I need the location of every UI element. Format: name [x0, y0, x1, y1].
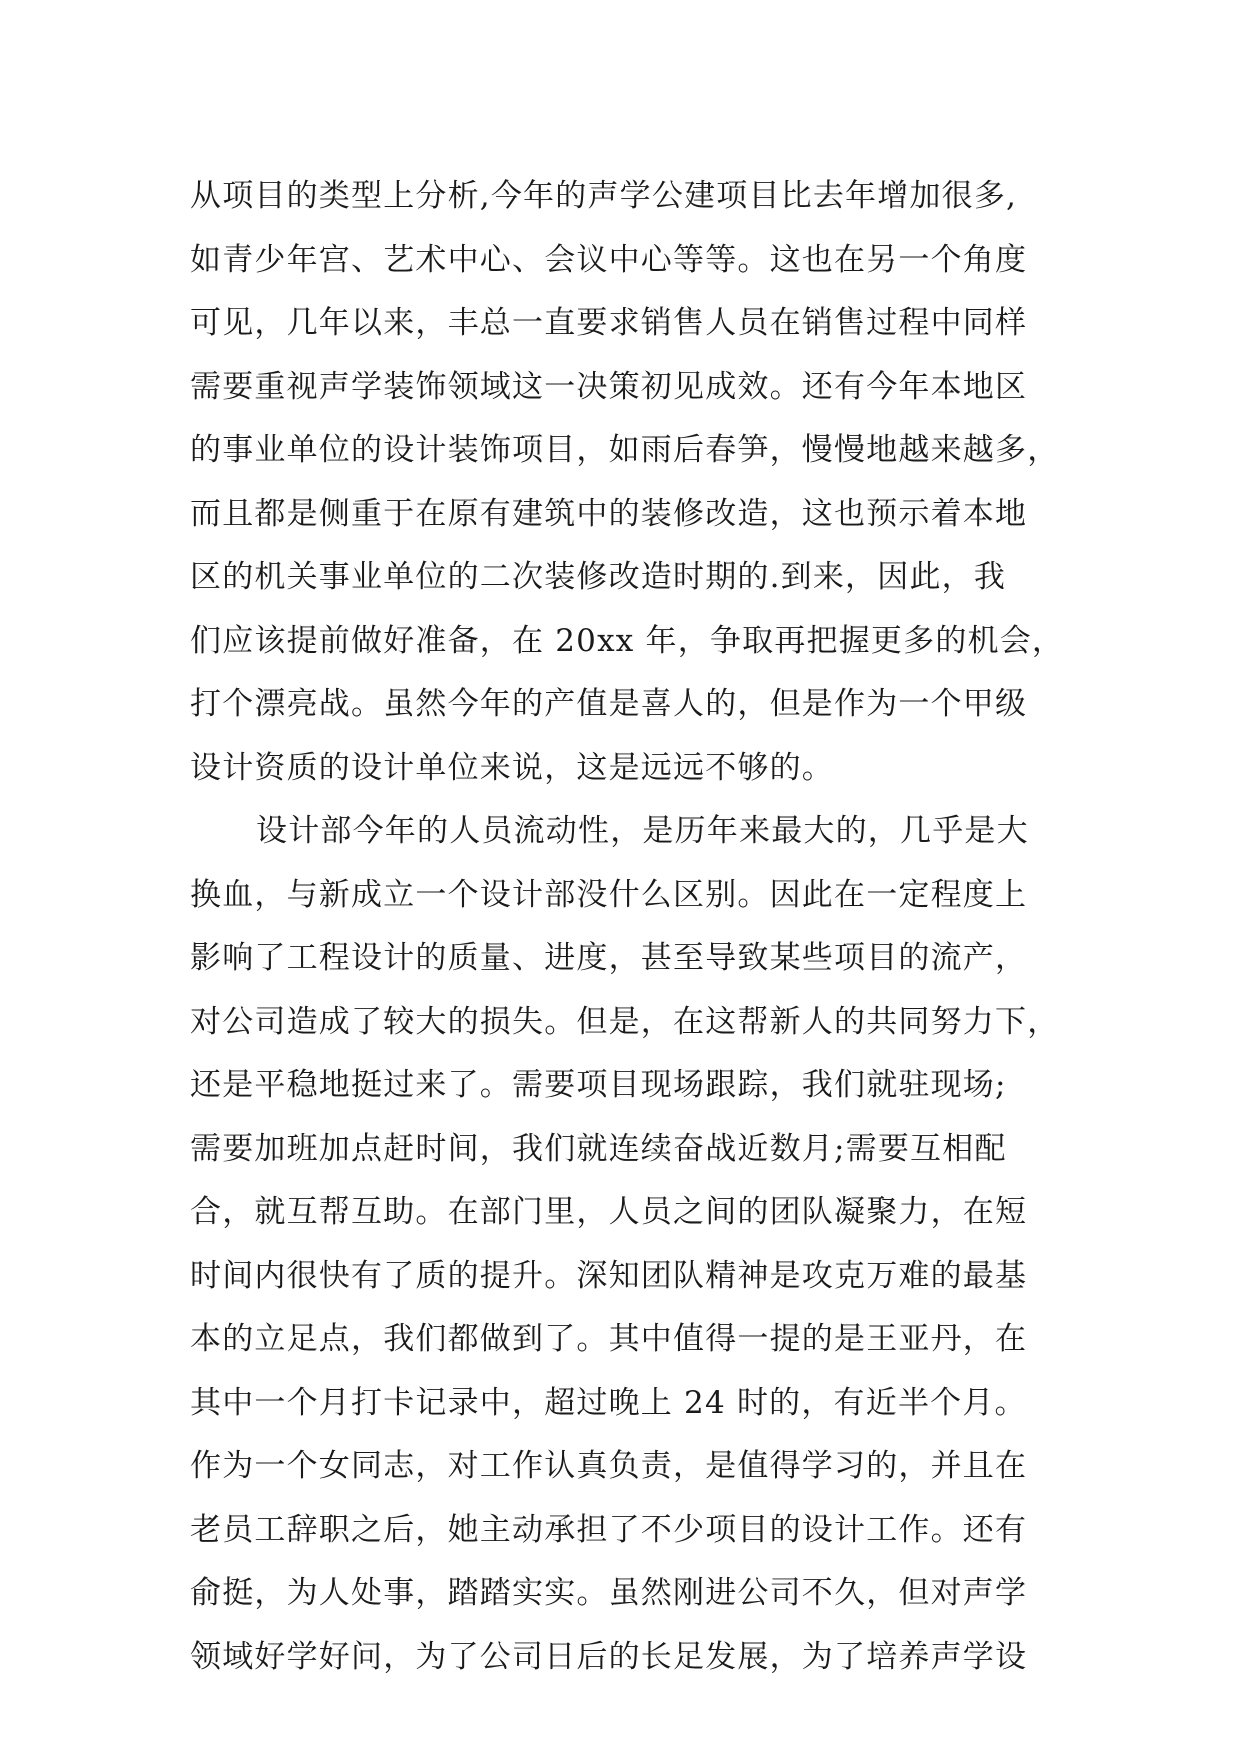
- text-line: 其中一个月打卡记录中，超过晚上 24 时的，有近半个月。: [190, 1384, 1027, 1421]
- text-line: 时间内很快有了质的提升。深知团队精神是攻克万难的最基: [190, 1257, 1028, 1294]
- text-line: 设计资质的设计单位来说，这是远远不够的。: [190, 749, 834, 786]
- text-line: 需要加班加点赶时间，我们就连续奋战近数月;需要互相配: [190, 1130, 1007, 1167]
- text-line: 们应该提前做好准备，在 20xx 年，争取再把握更多的机会，: [190, 622, 1065, 659]
- text-line: 换血，与新成立一个设计部没什么区别。因此在一定程度上: [190, 876, 1028, 913]
- paragraph-1: [190, 165, 1090, 800]
- text-line: 作为一个女同志，对工作认真负责，是值得学习的，并且在: [190, 1448, 1028, 1484]
- paragraph-2: [190, 800, 1090, 1689]
- text-line: 区的机关事业单位的二次装修改造时期的.到来，因此，我: [190, 559, 1007, 595]
- text-line: 需要重视声学装饰领域这一决策初见成效。还有今年本地区: [190, 368, 1028, 405]
- text-line: 而且都是侧重于在原有建筑中的装修改造，这也预示着本地: [190, 495, 1028, 532]
- text-line: 本的立足点，我们都做到了。其中值得一提的是王亚丹，在: [190, 1321, 1028, 1357]
- text-line: 对公司造成了较大的损失。但是，在这帮新人的共同努力下，: [190, 1003, 1060, 1040]
- text-line: 打个漂亮战。虽然今年的产值是喜人的，但是作为一个甲级: [190, 686, 1028, 722]
- text-line: 的事业单位的设计装饰项目，如雨后春笋，慢慢地越来越多，: [190, 432, 1060, 468]
- text-line: 老员工辞职之后，她主动承担了不少项目的设计工作。还有: [190, 1511, 1028, 1548]
- text-line: 可见，几年以来，丰总一直要求销售人员在销售过程中同样: [190, 305, 1028, 341]
- text-line: 领域好学好问，为了公司日后的长足发展，为了培养声学设: [190, 1638, 1028, 1675]
- text-line: 还是平稳地挺过来了。需要项目现场跟踪，我们就驻现场;: [190, 1067, 1007, 1103]
- text-line: 如青少年宫、艺术中心、会议中心等等。这也在另一个角度: [190, 241, 1028, 278]
- text-line: 影响了工程设计的质量、进度，甚至导致某些项目的流产，: [190, 940, 1028, 976]
- text-line: 从项目的类型上分析,今年的声学公建项目比去年增加很多,: [190, 178, 1018, 214]
- body-text: [190, 165, 1090, 1689]
- text-line: 设计部今年的人员流动性，是历年来最大的，几乎是大: [256, 813, 1029, 849]
- text-line: 俞挺，为人处事，踏踏实实。虽然刚进公司不久，但对声学: [190, 1575, 1028, 1611]
- text-line: 合，就互帮互助。在部门里，人员之间的团队凝聚力，在短: [190, 1194, 1028, 1230]
